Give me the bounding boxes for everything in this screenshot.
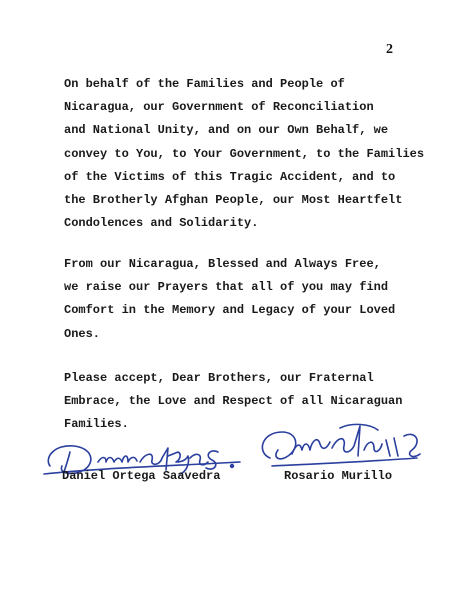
text-line: Families. — [64, 417, 129, 432]
text-line: Please accept, Dear Brothers, our Fraternal — [64, 371, 374, 385]
text-line: convey to You, to Your Government, to the Families — [64, 146, 425, 161]
text-line: Comfort in the Memory and Legacy of your Loved — [64, 303, 396, 318]
text-line: we raise our Prayers that all of you may find — [64, 280, 389, 295]
text-line: Ones. — [64, 326, 101, 341]
signatory-name: Rosario Murillo — [284, 469, 393, 483]
text-line: On behalf of the Families and People of — [64, 77, 345, 91]
text-line: Embrace, the Love and Respect of all Nicaraguan — [64, 394, 403, 409]
text-line: From our Nicaragua, Blessed and Always Free, — [64, 257, 381, 271]
signatory-name: Daniel Ortega Saavedra — [62, 469, 221, 483]
text-line: Nicaragua, our Government of Reconciliation — [64, 100, 374, 115]
paragraph-prayers — [64, 253, 414, 346]
text-line: and National Unity, and on our Own Behalf, we — [64, 123, 389, 138]
text-line: the Brotherly Afghan People, our Most Heartfelt — [64, 193, 403, 208]
paragraph-condolences — [64, 73, 425, 235]
page-number: 2 — [386, 42, 393, 57]
text-line: of the Victims of this Tragic Accident, and to — [64, 169, 396, 184]
text-line: Condolences and Solidarity. — [64, 216, 259, 231]
